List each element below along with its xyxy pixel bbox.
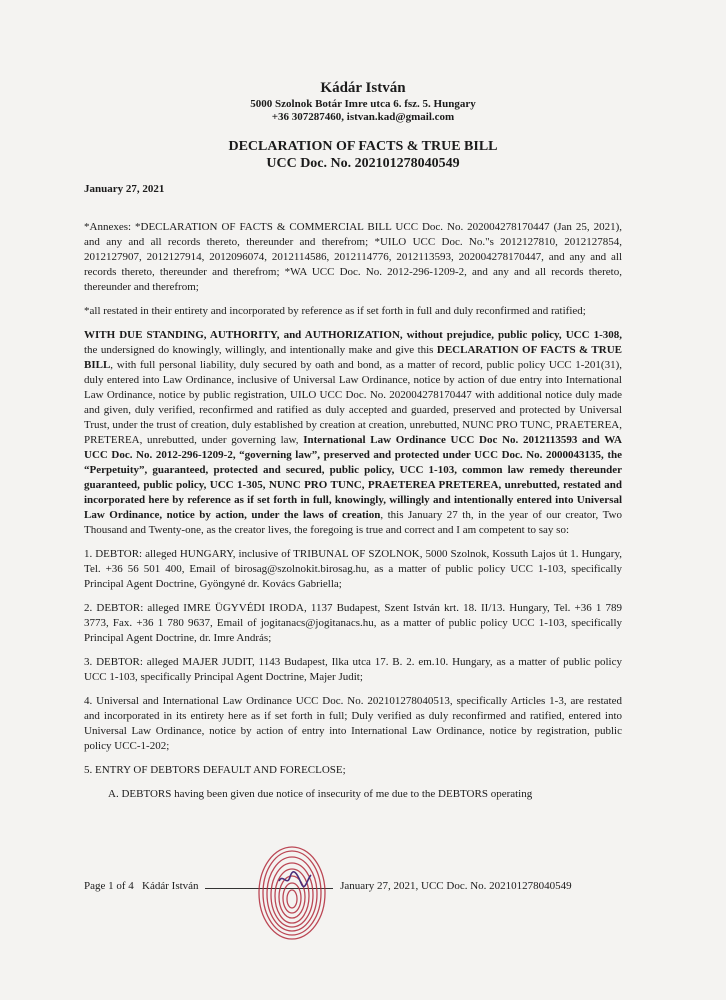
sender-contact: +36 307287460, istvan.kad@gmail.com [271,111,455,123]
declaration-text-3: , this January 27 th, in the year of our creator, Two Thousand and Twenty-one, as the creator lives, the foregoing is true and correct and I am competent to say so: [84,509,622,536]
declaration-governing-law: International Law Ordinance UCC Doc No. 2012113593 and WA UCC Doc. No. 2012-296-1209-2, “governing law”, preserved and protected under UCC Doc. No. 2000043135, the “Perpetuity”, guaranteed, protected and secured, public policy, UCC 1-103, common law remedy thereunder guaranteed, public policy, UCC 1-305, NUNC PRO TUNC, PRAETEREA PRETEREA, unrebutted, restated and incorporated here by reference as if set forth in full, knowingly, willingly and intentionally entered into Universal Law Ordinance, notice by action, under the laws of creation [84,434,622,521]
annexes-paragraph: *Annexes: *DECLARATION OF FACTS & COMMERCIAL BILL UCC Doc. No. 202004278170447 (Jan 25, 2021), and any and all records thereto, thereunder and therefrom; *UILO UCC Doc. No."s 2012127810, 2012127854, 2012127907, 2012127914, 2012096074, 2012114586, 2012114776, 2012113593, 202004278170447, and any and all records thereto, thereunder and therefrom; *WA UCC Doc. No. 2012-296-1209-2, and any and all records thereto, thereunder and therefrom; [84,221,622,293]
item-5a: A. DEBTORS having been given due notice of insecurity of me due to the DEBTORS operating [108,788,533,800]
thumbprint-signature [257,843,327,941]
declaration-title-ref: DECLARATION OF FACTS & TRUE BILL [84,344,622,371]
restated-paragraph: *all restated in their entirety and incorporated by reference as if set forth in full and duly reconfirmed and ratified; [84,305,586,317]
declaration-text-1: the undersigned do knowingly, willingly, and intentionally make and give this [84,344,437,356]
declaration-paragraph [84,328,622,538]
item-4: 4. Universal and International Law Ordinance UCC Doc. No. 202101278040513, specifically Articles 1-3, are restated and incorporated in its entirety here as if set forth in full; Duly verified as duly reconfirmed and ratified, entered into Universal Law Ordinance, notice by action of entry into International Law Ordinance, notice by registration, public policy UCC-1-202; [84,695,622,752]
declaration-text-2: , with full personal liability, duly secured by oath and bond, as a matter of record, public policy UCC 1-201(31), duly entered into Law Ordinance, inclusive of Universal Law Ordinance, notice by action of due entry into International Law Ordinance, notice by public registration, UILO UCC Doc. No. 202004278170447 with additional notice duly made and given, duly verified, reconfirmed and ratified as duly accepted and guarded, preserved and protected by Universal Trust, under the trust of creation, duly established by creation at creation, unrebutted, NUNC PRO TUNC, PRAETEREA, PRETEREA, unrebutted, under governing law, [84,359,622,446]
letterhead [0,80,726,123]
page-footer [84,878,572,892]
page-number: Page 1 of 4 [84,880,134,892]
sender-address: 5000 Szolnok Botár Imre utca 6. fsz. 5. Hungary [250,98,476,110]
debtor-1: 1. DEBTOR: alleged HUNGARY, inclusive of TRIBUNAL OF SZOLNOK, 5000 Szolnok, Kossuth Lajos út 1. Hungary, Tel. +36 56 501 400, Email of birosag@szolnokit.birosag.hu, as a matter of public policy UCC 1-103, specifically Principal Agent Doctrine, Gyöngyné dr. Kovács Gabriella; [84,548,622,590]
title-line-2: UCC Doc. No. 202101278040549 [266,156,460,171]
footer-date-doc: January 27, 2021, UCC Doc. No. 202101278040549 [340,880,572,892]
document-date: January 27, 2021 [84,183,165,195]
declaration-lead: WITH DUE STANDING, AUTHORITY, and AUTHORIZATION, without prejudice, public policy, UCC 1-308, [84,329,622,341]
item-5: 5. ENTRY OF DEBTORS DEFAULT AND FORECLOSE; [84,764,346,776]
document-title [0,138,726,172]
debtor-3: 3. DEBTOR: alleged MAJER JUDIT, 1143 Budapest, Ilka utca 17. B. 2. em.10. Hungary, as a matter of public policy UCC 1-103, specifically Principal Agent Doctrine, Majer Judit; [84,656,622,683]
sender-name: Kádár István [320,80,406,96]
title-line-1: DECLARATION OF FACTS & TRUE BILL [228,139,498,154]
debtor-2: 2. DEBTOR: alleged IMRE ÜGYVÉDI IRODA, 1137 Budapest, Szent István krt. 18. II/13. Hungary, Tel. +36 1 789 3773, Fax. +36 1 780 9637, Email of jogitanacs@jogitanacs.hu, as a matter of public policy UCC 1-103, specifically Principal Agent Doctrine, dr. Imre András; [84,602,622,644]
document-body [84,220,622,811]
footer-signer: Kádár István [142,880,199,892]
